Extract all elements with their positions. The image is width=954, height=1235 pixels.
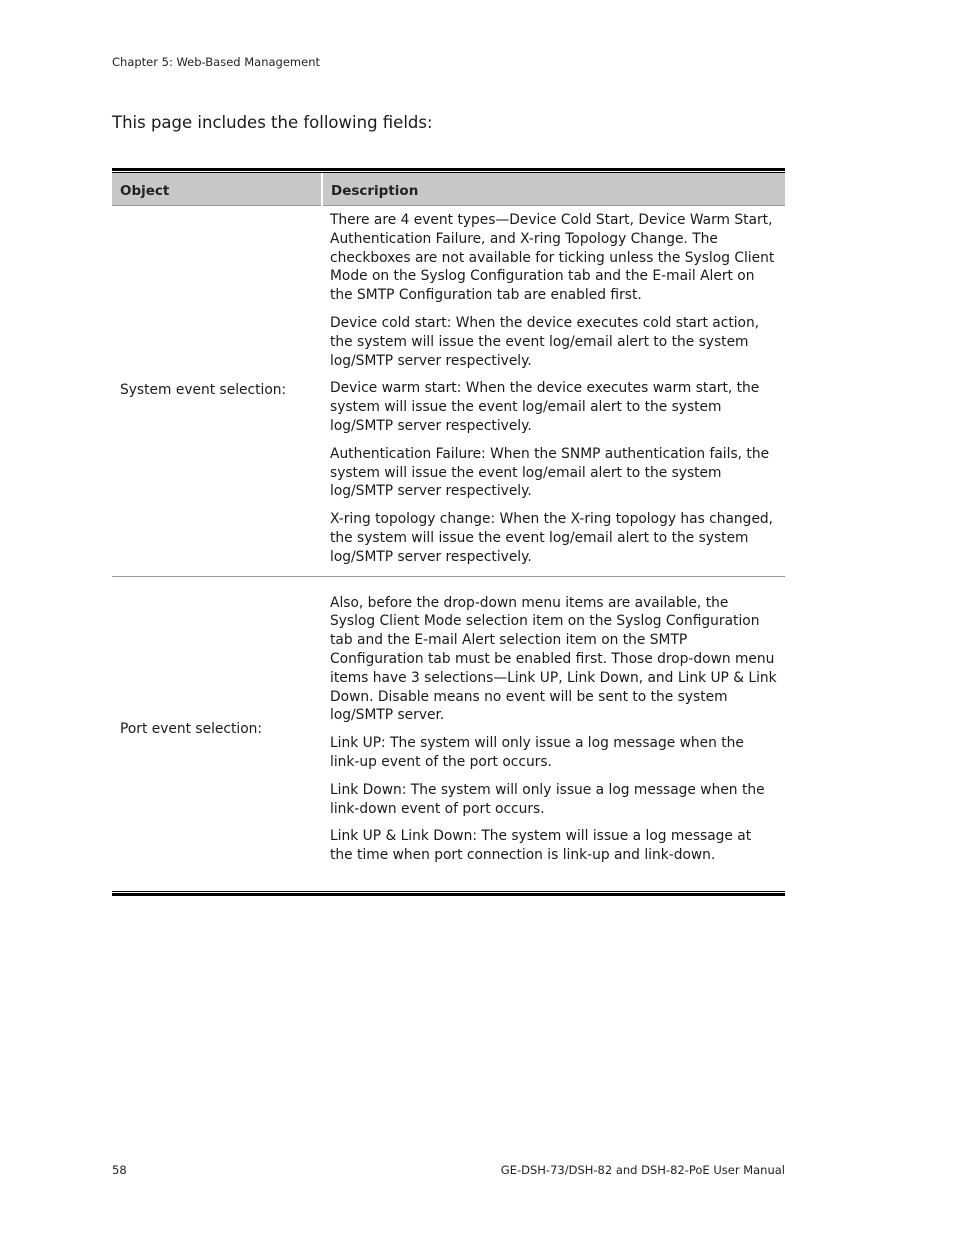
table-bottom-rule-thin (112, 891, 785, 892)
description-paragraph: Device warm start: When the device executes warm start, the system will issue the event log/email alert to the system log/SMTP server respectively. (330, 380, 760, 434)
description-paragraph: Also, before the drop-down menu items are available, the Syslog Client Mode selection item on the Syslog Configuration tab and the E-mail Alert selection item on the SMTP Configuration tab must be enabled first. Those drop-down menu items have 3 selections—Link UP, Link Down, and Link UP & Link Down. Disable means no event will be sent to the system log/SMTP server. (330, 594, 777, 724)
column-header-description: Description (322, 173, 785, 206)
description-paragraph: X-ring topology change: When the X-ring topology has changed, the system will issue the event log/email alert to the system log/SMTP server respectively. (330, 511, 774, 565)
table-bottom-rule (112, 893, 785, 896)
table-row (112, 576, 785, 882)
running-header: Chapter 5: Web-Based Management (112, 55, 321, 69)
page-number: 58 (112, 1163, 127, 1177)
description-paragraph: Link UP & Link Down: The system will issue a log message at the time when port connection is link-up and link-down. (330, 828, 752, 864)
description-cell (322, 206, 785, 577)
table-top-rule (112, 168, 785, 171)
description-paragraph: Link UP: The system will only issue a log message when the link-up event of the port occurs. (330, 735, 744, 770)
manual-title: GE-DSH-73/DSH-82 and DSH-82-PoE User Manual (500, 1163, 785, 1177)
table-row (112, 206, 785, 577)
object-cell: Port event selection: (112, 576, 322, 882)
description-paragraph: Link Down: The system will only issue a log message when the link-down event of port occurs. (330, 781, 765, 817)
fields-table (112, 168, 785, 896)
description-paragraph: There are 4 event types—Device Cold Start, Device Warm Start, Authentication Failure, and X-ring Topology Change. The checkboxes are not available for ticking unless the Syslog Client Mode on the Syslog Configuration tab and the E-mail Alert on the SMTP Configuration tab are enabled first. (330, 212, 775, 304)
table-header-row (112, 173, 785, 206)
column-header-object: Object (112, 173, 322, 206)
description-paragraph: Device cold start: When the device executes cold start action, the system will issue the event log/email alert to the system log/SMTP server respectively. (330, 314, 760, 369)
object-cell: System event selection: (112, 206, 322, 577)
intro-text: This page includes the following fields: (112, 113, 433, 132)
description-cell (322, 576, 785, 882)
description-paragraph: Authentication Failure: When the SNMP authentication fails, the system will issue the event log/email alert to the system log/SMTP server respectively. (330, 445, 770, 500)
